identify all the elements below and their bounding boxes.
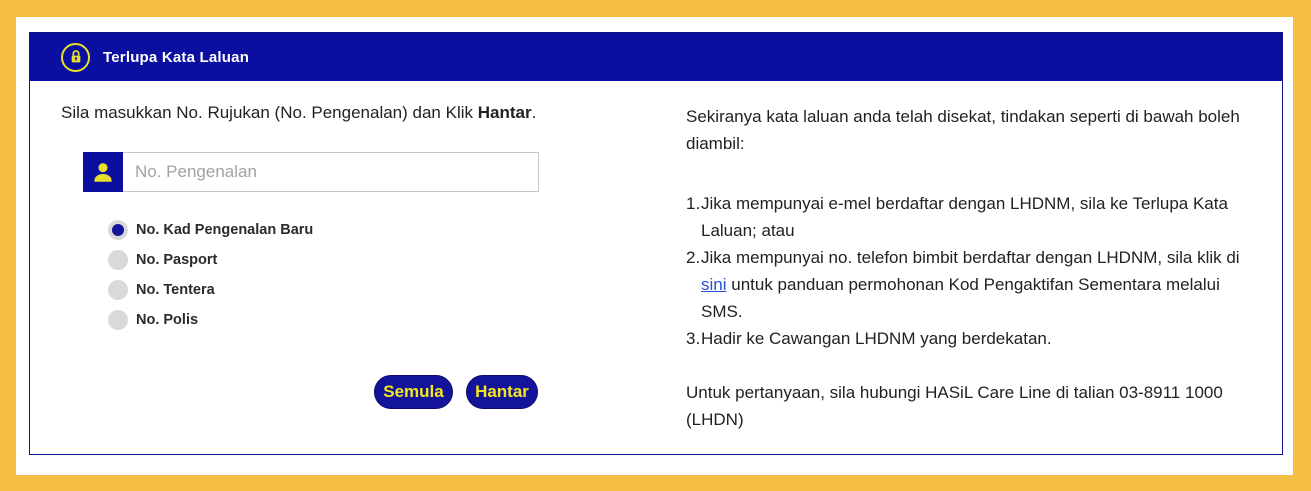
hantar-button[interactable]: Hantar (466, 375, 538, 409)
form-instruction (61, 103, 536, 123)
info-step-1 (686, 190, 1252, 244)
step-2-before-link: Jika mempunyai no. telefon bimbit berdaftar dengan LHDNM, sila klik di (701, 248, 1240, 267)
radio-label[interactable]: No. Polis (136, 312, 199, 328)
instruction-prefix: Sila masukkan No. Rujukan (No. Pengenalan) dan Klik (61, 103, 478, 122)
radio-label[interactable]: No. Tentera (136, 282, 215, 298)
semula-button[interactable]: Semula (374, 375, 453, 409)
info-steps-list (686, 190, 1252, 352)
id-number-input[interactable] (123, 152, 539, 192)
instruction-suffix: . (531, 103, 537, 122)
radio-button-icon[interactable] (108, 310, 128, 330)
radio-label[interactable]: No. Pasport (136, 252, 218, 268)
radio-button-icon[interactable] (108, 220, 128, 240)
id-input-row (83, 152, 539, 192)
radio-dot (112, 224, 124, 236)
info-step-2 (686, 244, 1252, 325)
radio-dot (112, 284, 124, 296)
page-title: Terlupa Kata Laluan (103, 48, 250, 66)
contact-text: Untuk pertanyaan, sila hubungi HASiL Care Line di talian 03-8911 1000 (LHDN) (686, 383, 1223, 429)
radio-dot (112, 314, 124, 326)
id-type-radio-group (108, 220, 313, 340)
sini-link[interactable]: sini (701, 275, 727, 294)
radio-button-icon[interactable] (108, 250, 128, 270)
card-header (30, 33, 1282, 81)
form-buttons-row (374, 375, 538, 409)
info-panel (686, 103, 1252, 433)
forgot-password-card (29, 32, 1283, 455)
radio-tentera[interactable] (108, 280, 313, 300)
lock-icon (61, 43, 90, 72)
step-3-text: Hadir ke Cawangan LHDNM yang berdekatan. (701, 329, 1052, 348)
radio-button-icon[interactable] (108, 280, 128, 300)
info-intro-text: Sekiranya kata laluan anda telah disekat, tindakan seperti di bawah boleh diambil: (686, 107, 1240, 153)
radio-polis[interactable] (108, 310, 313, 330)
step-2-after-link: untuk panduan permohonan Kod Pengaktifan Sementara melalui SMS. (701, 275, 1220, 321)
radio-kad-pengenalan-baru[interactable] (108, 220, 313, 240)
step-1-text: Jika mempunyai e-mel berdaftar dengan LHDNM, sila ke Terlupa Kata Laluan; atau (701, 194, 1228, 240)
radio-label[interactable]: No. Kad Pengenalan Baru (136, 222, 314, 238)
radio-pasport[interactable] (108, 250, 313, 270)
radio-dot (112, 254, 124, 266)
instruction-bold-hantar: Hantar (477, 103, 532, 122)
person-icon (83, 152, 123, 192)
page-content-area (16, 17, 1293, 475)
info-step-3 (686, 325, 1252, 352)
